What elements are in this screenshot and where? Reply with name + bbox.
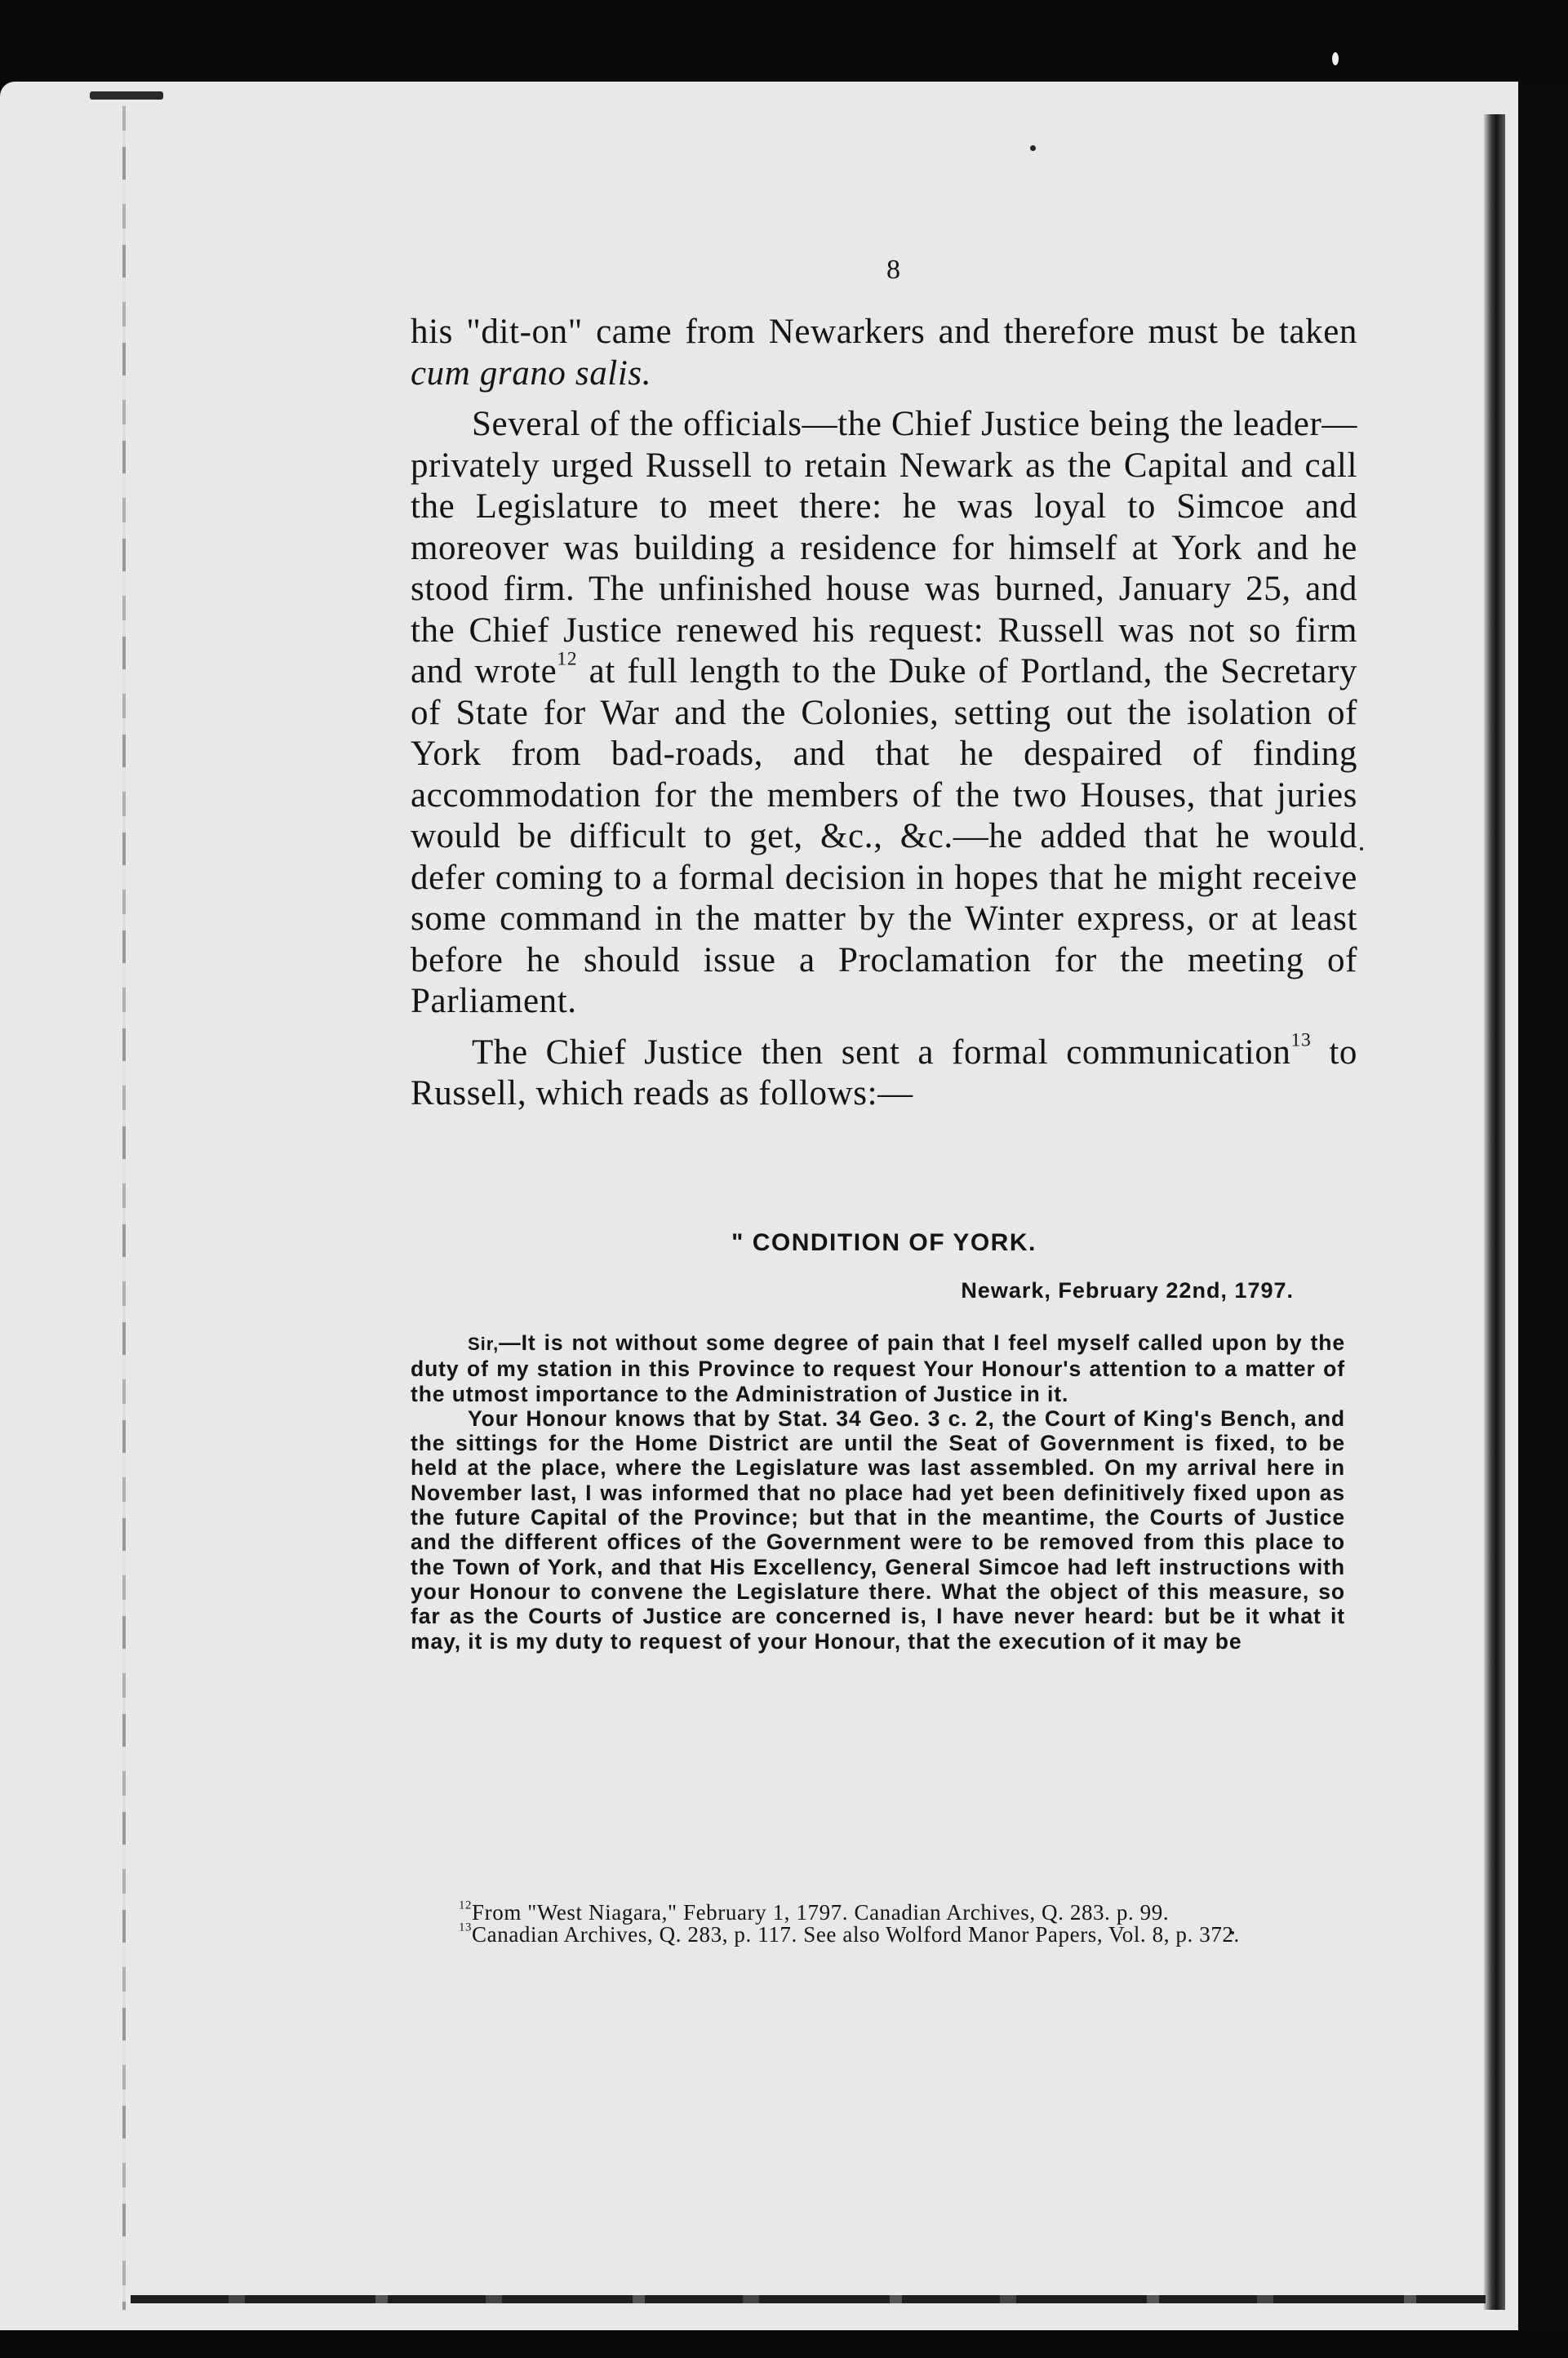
letter-paragraph xyxy=(411,1330,1345,1406)
footnote-text: From "West Niagara," February 1, 1797. Canadian Archives, Q. 283. p. 99. xyxy=(472,1900,1170,1925)
scan-border-top xyxy=(0,0,1568,90)
paragraph-continuation xyxy=(411,312,1357,394)
scan-speck xyxy=(1360,847,1363,850)
paragraph-communication xyxy=(411,1029,1357,1115)
footnote-reference-12[interactable]: 12 xyxy=(557,648,578,670)
footnote-text: Canadian Archives, Q. 283, p. 117. See also Wolford Manor Papers, Vol. 8, p. 372. xyxy=(472,1922,1240,1947)
scan-speck xyxy=(1332,52,1339,65)
paragraph-text: Several of the officials—the Chief Justice being the leader—privately urged Russell to retain Newark as the Capital and call the Legislature to meet there: he was loyal to Simcoe and moreover was building a residence for himself at York and he stood firm. The unfinished house was burned, January 25, and the Chief Justice renewed his request: Russell was not so firm and wrote xyxy=(411,405,1357,691)
letter-paragraph: Your Honour knows that by Stat. 34 Geo. 3 c. 2, the Court of King's Bench, and the sittings for the Home District are until the Seat of Government is fixed, to be held at the place, where the Legislature was last assembled. On my arrival here in November last, I was informed that no place had yet been definitively fixed upon as the future Capital of the Province; but that in the meantime, the Courts of Justice and the different offices of the Government were to be removed from this place to the Town of York, and that His Excellency, General Simcoe had left instructions with your Honour to convene the Legislature there. What the object of this measure, so far as the Courts of Justice are concerned is, I have never heard: but be it what it may, it is my duty to request of your Honour, that the execution of it may be xyxy=(411,1405,1345,1654)
scan-border-bottom xyxy=(0,2330,1568,2358)
latin-phrase: cum grano salis. xyxy=(411,353,652,393)
scan-border-right xyxy=(1518,82,1568,2334)
paragraph-text: at full length to the Duke of Portland, the Secretary of State for War and the Colonies, setting out the isolation of York from bad-roads, and that he despaired of finding accommodation for the members of the two Houses, that juries would be difficult to get, &c., &c.—he added that he would defer coming to a formal decision in hopes that he might receive some command in the matter by the Winter express, or at least before he should issue a Proclamation for the meeting of Parliament. xyxy=(411,652,1358,1020)
footnote-mark: 12 xyxy=(459,1898,473,1912)
footnote-mark: 13 xyxy=(459,1921,473,1934)
page-bottom-edge xyxy=(131,2295,1486,2303)
letter-heading: " CONDITION OF YORK. xyxy=(731,1229,1037,1256)
footnote-13 xyxy=(408,1921,1347,1947)
footnote-12 xyxy=(408,1898,1347,1925)
paragraph-text: The Chief Justice then sent a formal communication xyxy=(472,1032,1291,1072)
footnotes xyxy=(408,1898,1347,1947)
paragraph-text: his "dit-on" came from Newarkers and therefore must be taken xyxy=(411,313,1357,351)
page-corner-mark xyxy=(90,91,163,100)
paragraph-text: to Russell, which reads as follows:— xyxy=(411,1032,1357,1112)
page-right-edge xyxy=(1484,114,1505,2310)
page-left-edge xyxy=(122,106,126,2310)
letter-paragraph-text: —It is not without some degree of pain that I feel myself called upon by the duty of my station in this Province to request Your Honour's attention to a matter of the utmost importance to the Administration of Justice in it. xyxy=(411,1330,1345,1406)
letter-text xyxy=(411,1330,1345,1654)
page-number: 8 xyxy=(886,255,901,285)
letter-dateline: Newark, February 22nd, 1797. xyxy=(961,1278,1294,1303)
footnote-reference-13[interactable]: 13 xyxy=(1290,1029,1312,1051)
letter-salutation: Sir, xyxy=(468,1334,500,1354)
body-text xyxy=(411,312,1357,1115)
scan-speck xyxy=(1030,145,1036,151)
paragraph-officials xyxy=(411,404,1357,1023)
